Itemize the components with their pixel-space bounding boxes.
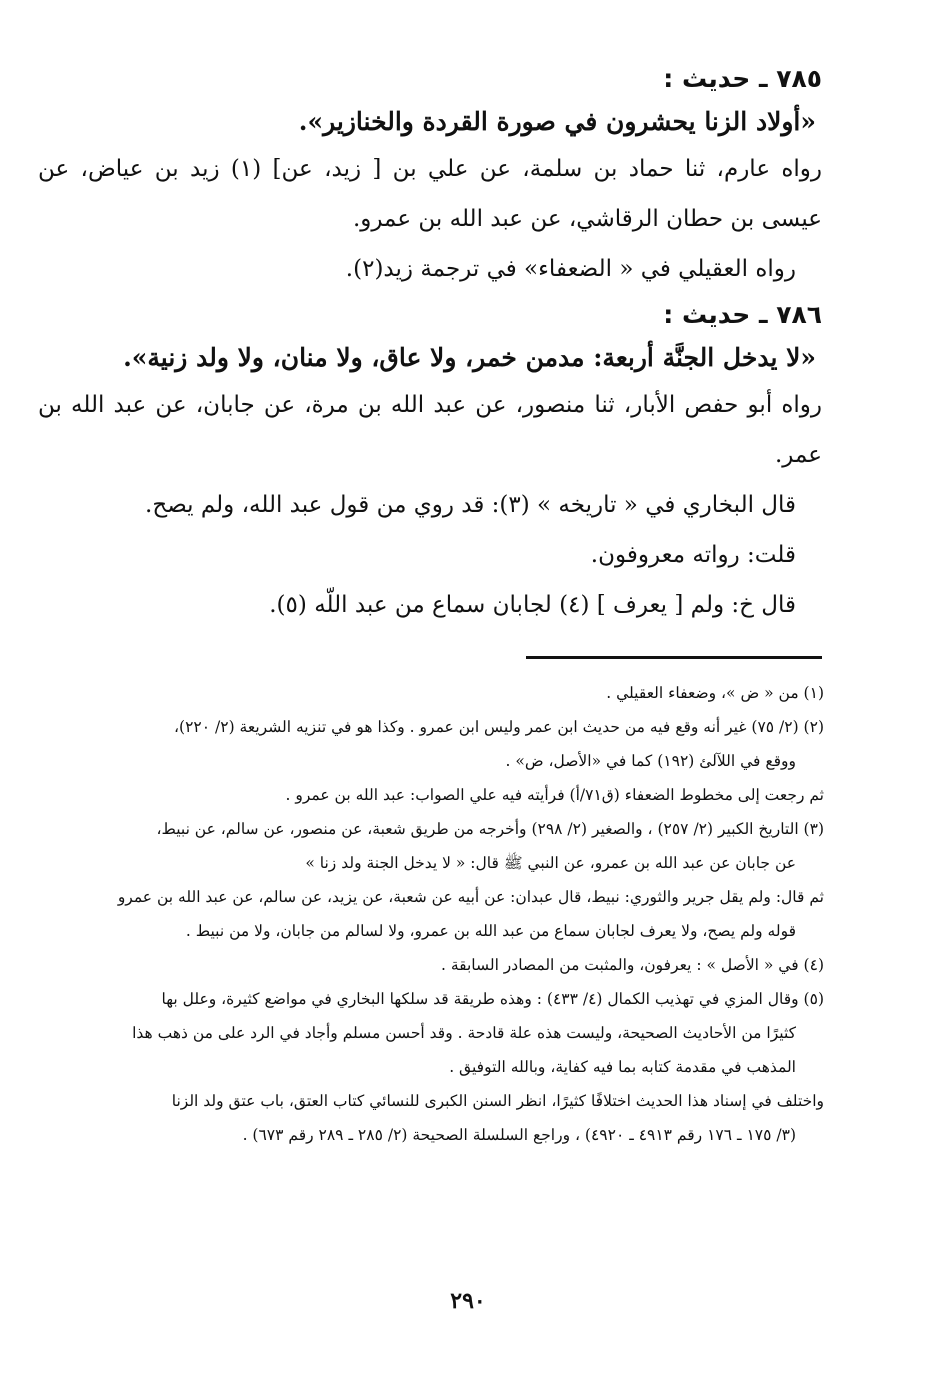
footnote-2: (٢) (٢/ ٧٥) غير أنه وقع فيه من حديث ابن عمر وليس ابن عمرو . وكذا هو في تنزيه الشريعة (٢/ ٢٢٠)، (174, 718, 824, 736)
narration-paragraph: رواه أبو حفص الأبار، ثنا منصور، عن عبد الله بن مرة، عن جابان، عن عبد الله بن عمر. (38, 392, 822, 468)
footnotes (14, 676, 824, 1152)
footnote-5-note-continued: (٣/ ١٧٥ ـ ١٧٦ رقم ٤٩١٣ ـ ٤٩٢٠) ، وراجع السلسلة الصحيحة (٢/ ٢٨٥ ـ ٢٨٩ رقم ٦٧٣) . (242, 1126, 796, 1144)
page-body (38, 58, 822, 630)
page-number: ٢٩٠ (450, 1288, 486, 1314)
hadith-heading: ٧٨٦ ـ حديث : (663, 300, 822, 329)
bukhari-quote: قال البخاري في « تاريخه » (٣): قد روي من قول عبد الله، ولم يصح. (145, 492, 796, 518)
hadith-text: «لا يدخل الجنَّة أربعة: مدمن خمر، ولا عاق، ولا منان، ولا ولد زنية». (123, 343, 816, 372)
footnote-4: (٤) في « الأصل » : يعرفون، والمثبت من المصادر السابقة . (440, 956, 824, 974)
footnote-2-note: ثم رجعت إلى مخطوط الضعفاء (ق٧١/أ) فرأيته فيه علي الصواب: عبد الله بن عمرو . (285, 786, 824, 804)
hadith-heading: ٧٨٥ ـ حديث : (663, 64, 822, 93)
footnote-divider (526, 656, 822, 659)
bukhari-comment: قال خ: ولم [ يعرف ] (٤) لجابان سماع من عبد اللّه (٥). (269, 592, 796, 618)
footnote-3-note-continued: قوله ولم يصح، ولا يعرف لجابان سماع من عبد الله بن عمرو، ولا لسالم من جابان، ولا من نبيط . (185, 922, 796, 940)
footnote-3-continued: عن جابان عن عبد الله بن عمرو، عن النبي ﷺ قال: « لا يدخل الجنة ولد زنا » (305, 854, 796, 872)
footnote-5-continued: المذهب في مقدمة كتابه بما فيه كفاية، وبالله التوفيق . (449, 1058, 796, 1076)
footnote-3-note: ثم قال: ولم يقل جرير والثوري: نبيط، قال عبدان: عن أبيه عن شعبة، عن يزيد، عن سالم، عن عبد الله بن عمرو (117, 888, 824, 906)
hadith-text: «أولاد الزنا يحشرون في صورة القردة والخنازير». (298, 107, 816, 136)
footnote-3: (٣) التاريخ الكبير (٢/ ٢٥٧) ، والصغير (٢/ ٢٩٨) وأخرجه من طريق شعبة، عن منصور، عن سالم، عن نبيط، (156, 820, 824, 838)
hadith-785 (38, 58, 822, 294)
footnote-2-continued: ووقع في اللآلئ (١٩٢) كما في «الأصل، ض» . (505, 752, 796, 770)
footnote-1: (١) من « ض »، وضعفاء العقيلي . (606, 684, 824, 702)
author-comment: قلت: رواته معروفون. (590, 542, 796, 568)
footnote-5-continued: كثيرًا من الأحاديث الصحيحة، وليست هذه علة قادحة . وقد أحسن مسلم وأجاد في الرد على من ذهب هذا (132, 1024, 796, 1042)
source-line: رواه العقيلي في « الضعفاء» في ترجمة زيد(٢). (345, 256, 796, 282)
footnote-5-note: واختلف في إسناد هذا الحديث اختلافًا كثيرًا، انظر السنن الكبرى للنسائي كتاب العتق، باب عتق ولد الزنا (171, 1092, 824, 1110)
hadith-786 (38, 294, 822, 630)
footnote-5: (٥) وقال المزي في تهذيب الكمال (٤/ ٤٣٣) : وهذه طريقة قد سلكها البخاري في مواضع كثيرة، وعلل بها (161, 990, 824, 1008)
narration-paragraph: رواه عارم، ثنا حماد بن سلمة، عن علي بن [ زيد، عن] (١) زيد بن عياض، عن عيسى بن حطان الرقاشي، عن عبد الله بن عمرو. (38, 156, 823, 232)
